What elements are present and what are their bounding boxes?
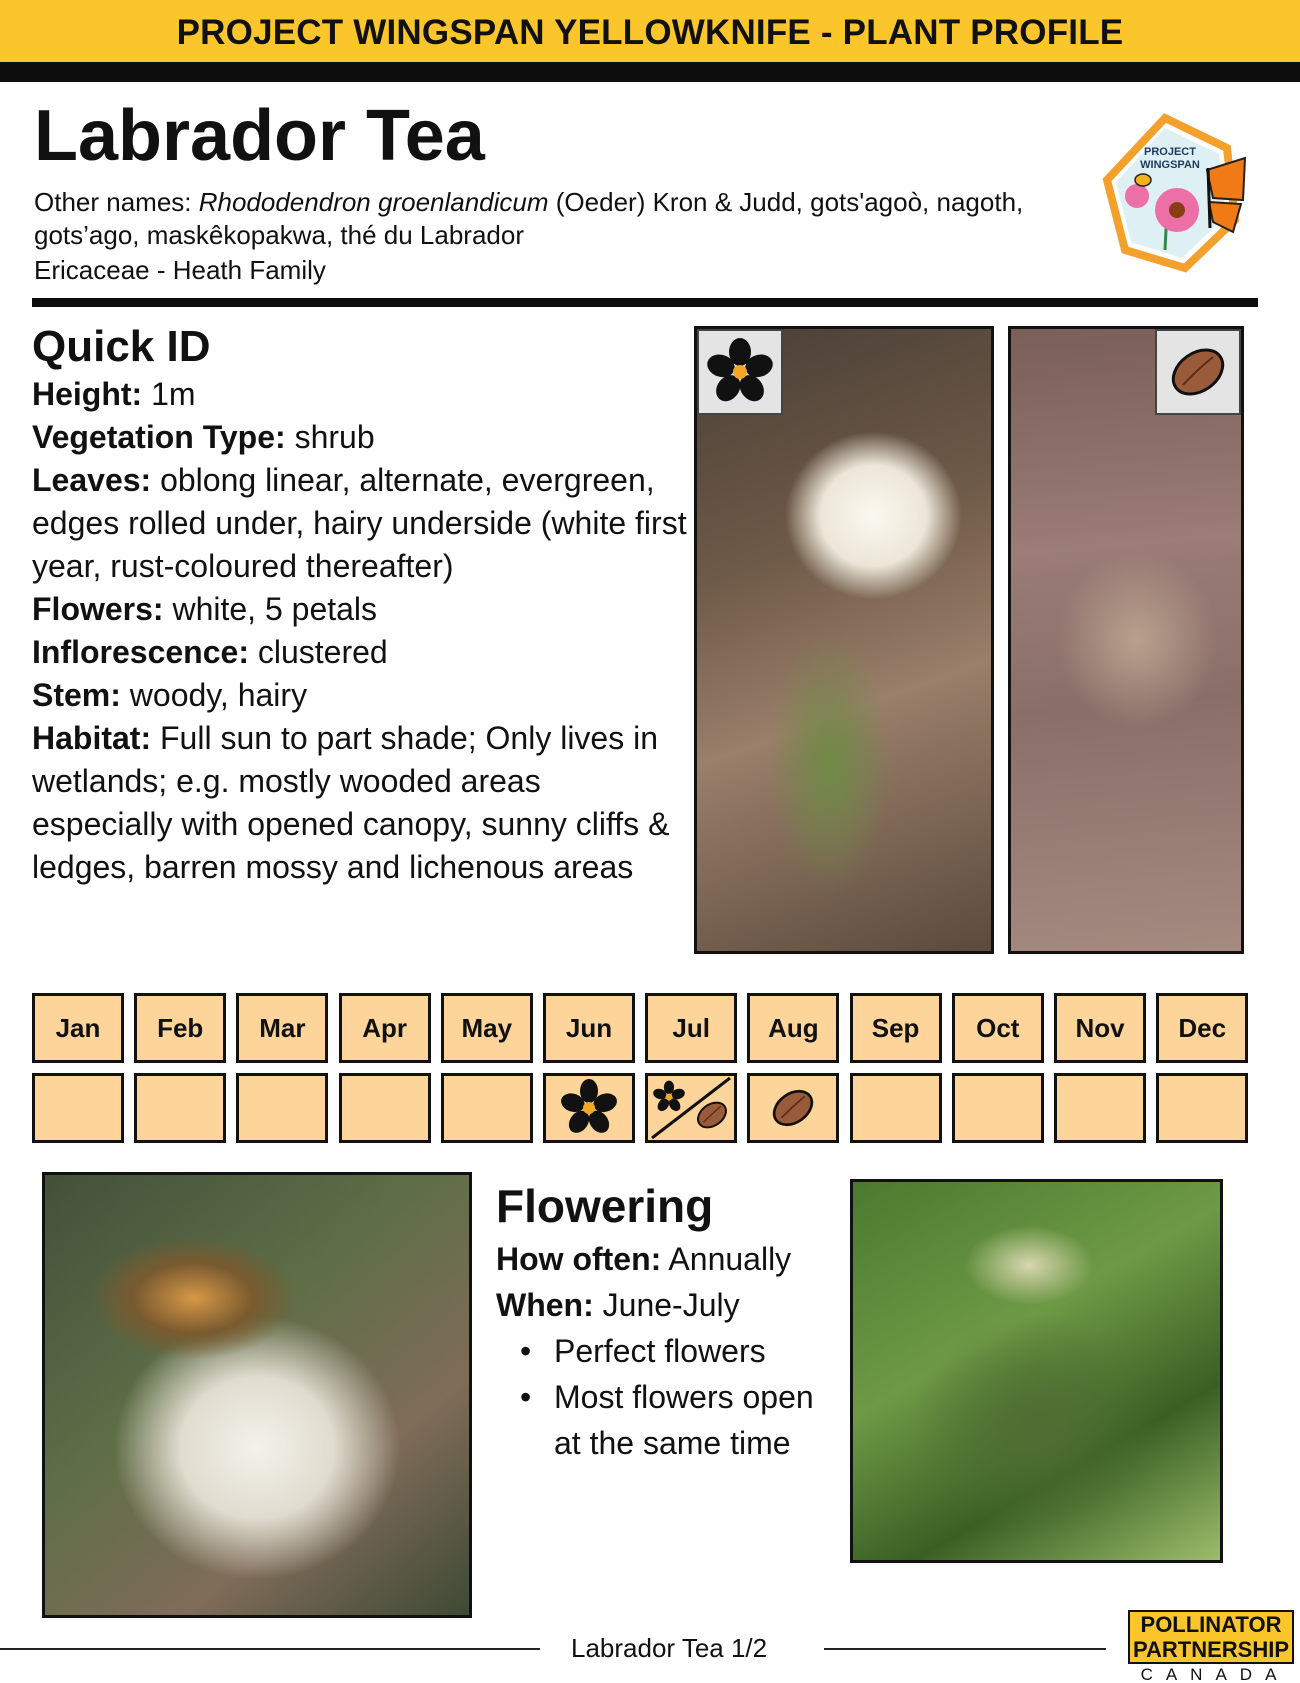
fact-value: shrub xyxy=(285,419,375,455)
month-dec: Dec xyxy=(1156,993,1248,1063)
month-mar: Mar xyxy=(236,993,328,1063)
pp-line1: POLLINATOR xyxy=(1140,1612,1282,1637)
banner-title: PROJECT WINGSPAN YELLOWKNIFE - PLANT PROFILE xyxy=(176,13,1124,52)
how-often-label: How often: xyxy=(496,1241,662,1277)
when-value: June-July xyxy=(593,1287,740,1323)
phenology-cell-sep xyxy=(850,1073,942,1143)
phenology-cell-mar xyxy=(236,1073,328,1143)
flower-photo xyxy=(694,326,994,954)
pp-wordmark xyxy=(1128,1610,1294,1664)
phenology-cell-oct xyxy=(952,1073,1044,1143)
how-often xyxy=(496,1236,846,1282)
fact-value: clustered xyxy=(248,634,388,670)
fact-value: white, 5 petals xyxy=(163,591,378,627)
fact-value: oblong linear, alternate, evergreen, edges rolled under, hairy underside (white first year, rust-coloured thereafter) xyxy=(32,462,687,584)
fact-label: Flowers: xyxy=(32,591,164,627)
pp-line2: PARTNERSHIP xyxy=(1132,1637,1290,1662)
fact-value: 1m xyxy=(142,376,196,412)
phenology-cell-apr xyxy=(339,1073,431,1143)
logo-small-flower-icon xyxy=(1125,184,1149,208)
logo-bee-icon xyxy=(1135,174,1151,186)
flowering-heading: Flowering xyxy=(496,1180,714,1232)
month-feb: Feb xyxy=(134,993,226,1063)
bee-on-flowers-photo xyxy=(42,1172,472,1618)
how-often-value: Annually xyxy=(661,1241,792,1277)
logo-flower-center-icon xyxy=(1169,202,1185,218)
logo-text-line2: WINGSPAN xyxy=(1140,159,1200,171)
fact-label: Stem: xyxy=(32,677,121,713)
month-apr: Apr xyxy=(339,993,431,1063)
seed-icon xyxy=(1163,337,1233,407)
quick-id-facts xyxy=(32,373,687,889)
fact-label: Height: xyxy=(32,376,143,412)
month-nov: Nov xyxy=(1054,993,1146,1063)
leaves-photo xyxy=(850,1179,1223,1563)
seed-icon xyxy=(766,1081,820,1135)
footer-rule-right xyxy=(824,1648,1106,1650)
month-may: May xyxy=(441,993,533,1063)
flower-icon xyxy=(652,1080,686,1114)
fact-value: Full sun to part shade; Only lives in wetlands; e.g. mostly wooded areas especially with opened canopy, sunny cliffs & ledges, barren mossy and lichenous areas xyxy=(32,720,670,885)
month-jan: Jan xyxy=(32,993,124,1063)
partial-flower xyxy=(652,1080,686,1119)
flower-icon xyxy=(559,1078,619,1138)
title-divider xyxy=(32,298,1258,307)
month-jul: Jul xyxy=(645,993,737,1063)
phenology-cell-dec xyxy=(1156,1073,1248,1143)
flowering-details xyxy=(496,1236,846,1466)
pp-line3: CANADA xyxy=(1140,1665,1290,1683)
phenology-cell-jun xyxy=(543,1073,635,1143)
fact-habitat xyxy=(32,717,687,889)
other-names xyxy=(34,186,1054,252)
logo-text-line1: PROJECT xyxy=(1144,146,1196,158)
seed-icon xyxy=(692,1095,732,1135)
fact-label: Leaves: xyxy=(32,462,152,498)
partial-seed xyxy=(692,1095,732,1140)
plant-family: Ericaceae - Heath Family xyxy=(34,255,326,285)
fact-label: Habitat: xyxy=(32,720,152,756)
fact-height xyxy=(32,373,687,416)
quick-id-heading: Quick ID xyxy=(32,322,211,371)
when xyxy=(496,1282,846,1328)
footer-rule-left xyxy=(0,1648,540,1650)
other-names-label: Other names: xyxy=(34,187,199,217)
phenology-cell-feb xyxy=(134,1073,226,1143)
phenology-cell-jan xyxy=(32,1073,124,1143)
month-oct: Oct xyxy=(952,993,1044,1063)
when-label: When: xyxy=(496,1287,594,1323)
phenology-cell-may xyxy=(441,1073,533,1143)
logo-butterfly-body-icon xyxy=(1208,168,1210,228)
seed-photo xyxy=(1008,326,1244,954)
fact-leaves xyxy=(32,459,687,588)
fact-vegetation-type xyxy=(32,416,687,459)
month-sep: Sep xyxy=(850,993,942,1063)
flower-icon xyxy=(704,336,776,408)
phenology-cell-jul xyxy=(645,1073,737,1143)
bullet-item: • Perfect flowers xyxy=(496,1328,846,1374)
seed-badge xyxy=(1155,329,1241,415)
bullet-item: • Most flowers open at the same time xyxy=(496,1374,846,1466)
other-names-rest: (Oeder) Kron & Judd, gots'agoò, nagoth, gots’ago, maskêkopakwa, thé du Labrador xyxy=(34,187,1024,250)
scientific-name: Rhododendron groenlandicum xyxy=(198,187,549,217)
flowering-bullets xyxy=(496,1328,846,1466)
footer-page-label: Labrador Tea 1/2 xyxy=(571,1633,768,1663)
phenology-cell-nov xyxy=(1054,1073,1146,1143)
banner-divider xyxy=(0,62,1300,82)
pollinator-partnership-logo xyxy=(1128,1610,1294,1683)
fact-label: Vegetation Type: xyxy=(32,419,286,455)
month-jun: Jun xyxy=(543,993,635,1063)
fact-stem xyxy=(32,674,687,717)
fact-value: woody, hairy xyxy=(120,677,308,713)
project-wingspan-logo xyxy=(1095,110,1265,280)
phenology-cell-aug xyxy=(747,1073,839,1143)
fact-inflorescence xyxy=(32,631,687,674)
flower-badge xyxy=(697,329,783,415)
month-aug: Aug xyxy=(747,993,839,1063)
fact-flowers xyxy=(32,588,687,631)
plant-title: Labrador Tea xyxy=(34,96,485,176)
header-banner xyxy=(0,0,1300,66)
fact-label: Inflorescence: xyxy=(32,634,249,670)
